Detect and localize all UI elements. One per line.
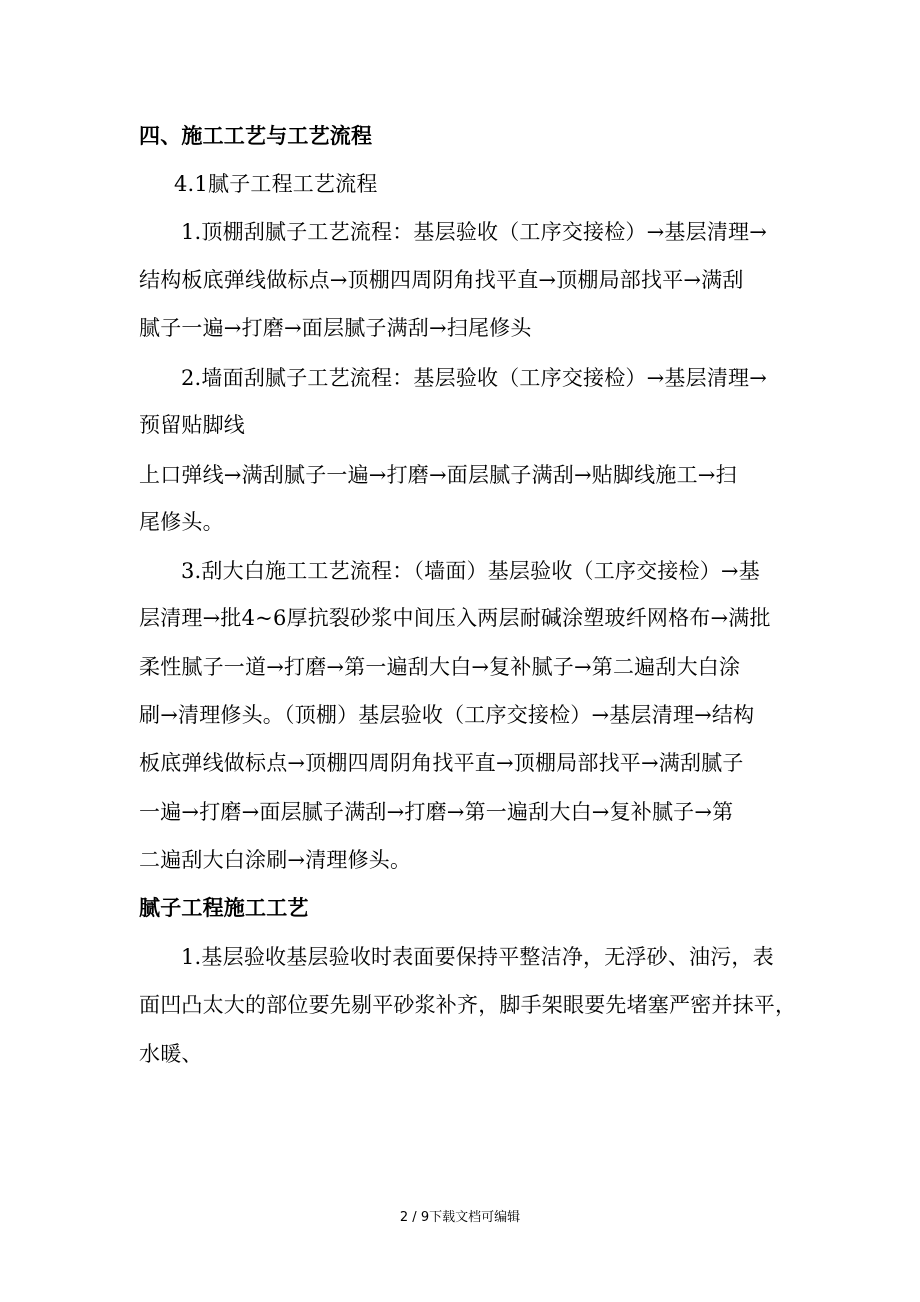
paragraph-line: 层清理→批4~6厚抗裂砂浆中间压入两层耐碱涂塑玻纤网格布→满批 (139, 606, 771, 630)
paragraph-line: 板底弹线做标点→顶棚四周阴角找平直→顶棚局部找平→满刮腻子 (139, 751, 744, 775)
paragraph-line: 柔性腻子一道→打磨→第一遍刮大白→复补腻子→第二遍刮大白涂 (139, 655, 741, 679)
paragraph-line: 二遍刮大白涂刷→清理修头。 (139, 848, 412, 872)
paragraph-line: 腻子一遍→打磨→面层腻子满刮→扫尾修头 (139, 316, 532, 340)
paragraph-line: 刷→清理修头。（顶棚）基层验收（工序交接检）→基层清理→结构 (139, 703, 755, 727)
subsection-heading: 4.1腻子工程工艺流程 (174, 172, 378, 196)
paragraph-line: 上口弹线→满刮腻子一遍→打磨→面层腻子满刮→贴脚线施工→扫 (139, 463, 737, 487)
paragraph-line: 3.刮大白施工工艺流程：（墙面）基层验收（工序交接检）→基 (181, 559, 760, 583)
paragraph-line: 一遍→打磨→面层腻子满刮→打磨→第一遍刮大白→复补腻子→第 (139, 800, 734, 824)
section-heading-2: 腻子工程施工工艺 (139, 896, 309, 920)
section-heading: 四、施工工艺与工艺流程 (139, 124, 373, 148)
page-footer: 2 / 9下载文档可编辑 (399, 1210, 521, 1225)
paragraph-line: 水暖、 (139, 1042, 203, 1066)
paragraph-line: 尾修头。 (139, 510, 224, 534)
paragraph-line: 面凹凸太大的部位要先剔平砂浆补齐，脚手架眼要先堵塞严密并抹平， (139, 993, 797, 1017)
paragraph-line: 结构板底弹线做标点→顶棚四周阴角找平直→顶棚局部找平→满刮 (139, 268, 744, 292)
paragraph-line: 2.墙面刮腻子工艺流程：基层验收（工序交接检）→基层清理→ (181, 366, 768, 390)
paragraph-line: 1.基层验收基层验收时表面要保持平整洁净，无浮砂、油污，表 (181, 945, 774, 969)
paragraph-line: 1.顶棚刮腻子工艺流程：基层验收（工序交接检）→基层清理→ (181, 220, 768, 244)
paragraph-line: 预留贴脚线 (139, 413, 245, 437)
